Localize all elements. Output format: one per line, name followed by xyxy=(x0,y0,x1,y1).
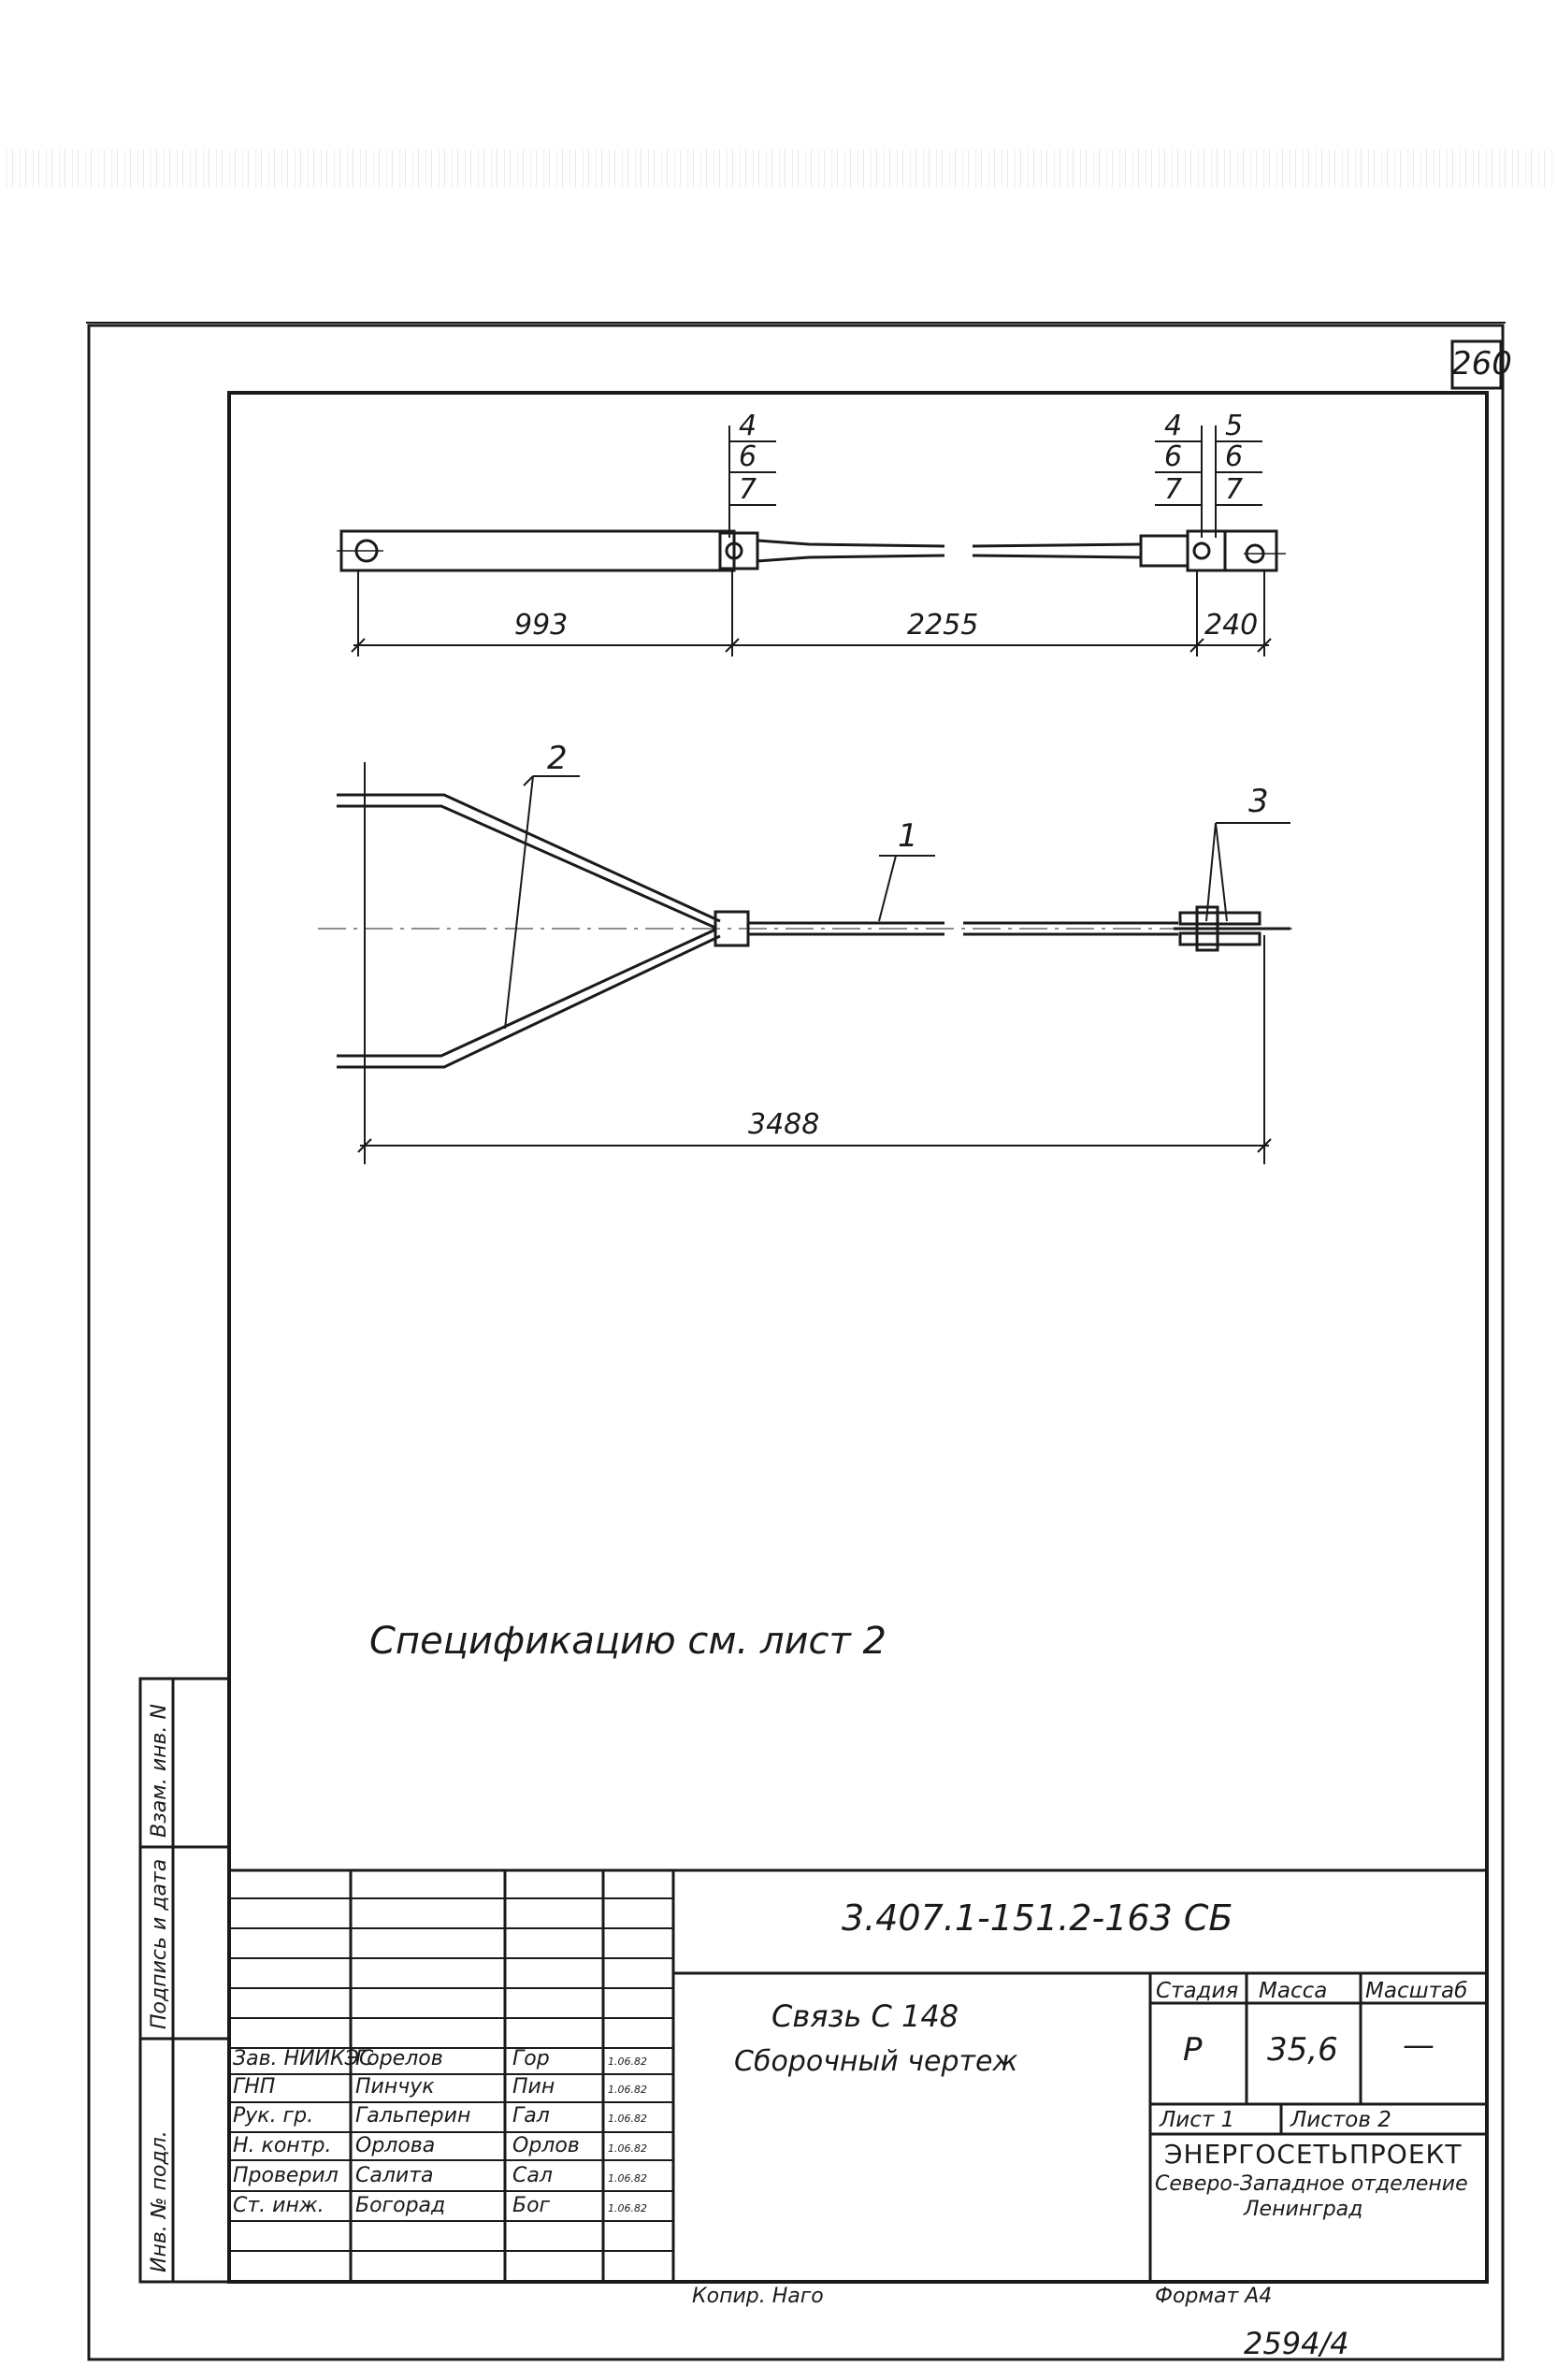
staff-role: ГНП xyxy=(233,2075,276,2099)
sheets-label: Листов 2 xyxy=(1290,2108,1391,2132)
org-city: Ленинград xyxy=(1244,2198,1363,2221)
document-code: 3.407.1-151.2-163 СБ xyxy=(842,1897,1233,1939)
item-title: Связь С 148 xyxy=(771,1998,959,2034)
staff-name: Пинчук xyxy=(355,2075,435,2099)
staff-date: 1.06.82 xyxy=(608,2142,647,2155)
position-3: 3 xyxy=(1248,783,1269,820)
stage-value: Р xyxy=(1183,2031,1203,2069)
callout-left-pos-3: 7 xyxy=(739,473,757,506)
stage-header: Стадия xyxy=(1156,1979,1239,2003)
sign-date-label: Подпись и дата xyxy=(148,1858,171,2029)
staff-name: Гальперин xyxy=(355,2104,471,2128)
dim-993: 993 xyxy=(514,609,569,642)
callout-right-a-pos-2: 6 xyxy=(1164,440,1183,473)
callout-right-b-pos-1: 5 xyxy=(1225,410,1244,442)
archive-number: 2594/4 xyxy=(1244,2326,1349,2361)
specification-note: Спецификацию см. лист 2 xyxy=(369,1620,887,1663)
staff-name: Салита xyxy=(355,2164,434,2187)
scale-header: Масштаб xyxy=(1365,1979,1468,2003)
dim-240: 240 xyxy=(1204,609,1259,642)
item-subtitle: Сборочный чертеж xyxy=(734,2045,1018,2078)
org-branch: Северо-Западное отделение xyxy=(1155,2172,1468,2196)
leaders xyxy=(505,776,1290,1029)
mass-value: 35,6 xyxy=(1267,2031,1338,2069)
plan-view xyxy=(318,762,1300,1164)
callout-right-a-pos-3: 7 xyxy=(1164,473,1183,506)
staff-name: Богорад xyxy=(355,2194,446,2217)
sheet-label: Лист 1 xyxy=(1160,2108,1235,2132)
staff-date: 1.06.82 xyxy=(608,2084,647,2096)
copied-by: Копир. Наго xyxy=(692,2285,824,2308)
staff-date: 1.06.82 xyxy=(608,2113,647,2125)
staff-role: Рук. гр. xyxy=(233,2104,314,2128)
staff-role: Ст. инж. xyxy=(233,2194,324,2217)
inv-orig-label: Инв. № подл. xyxy=(148,2130,171,2272)
callout-right-b-pos-2: 6 xyxy=(1225,440,1244,473)
position-1: 1 xyxy=(898,817,918,855)
staff-date: 1.06.82 xyxy=(608,2202,647,2214)
callout-left-pos-1: 4 xyxy=(739,410,757,442)
staff-signature: Пин xyxy=(512,2075,555,2099)
paper-format: Формат А4 xyxy=(1155,2285,1273,2308)
staff-signature: Гал xyxy=(512,2104,550,2128)
callout-right-a-pos-1: 4 xyxy=(1164,410,1183,442)
staff-role: Н. контр. xyxy=(233,2134,332,2157)
staff-role: Зав. НИИКЭС xyxy=(233,2047,374,2070)
org-name: ЭНЕРГОСЕТЬПРОЕКТ xyxy=(1164,2139,1463,2170)
staff-name: Орлова xyxy=(355,2134,436,2157)
mass-header: Масса xyxy=(1259,1979,1328,2003)
staff-signature: Сал xyxy=(512,2164,553,2187)
scale-value: — xyxy=(1403,2027,1434,2064)
top-view xyxy=(337,426,1286,656)
staff-signature: Гор xyxy=(512,2047,550,2070)
staff-signature: Орлов xyxy=(512,2134,580,2157)
dim-2255: 2255 xyxy=(907,609,979,642)
callout-left-pos-2: 6 xyxy=(739,440,757,473)
top-dimension-line xyxy=(352,570,1271,656)
staff-date: 1.06.82 xyxy=(608,2055,647,2068)
staff-role: Проверил xyxy=(233,2164,339,2187)
overall-dimension-line xyxy=(358,762,1271,1164)
staff-date: 1.06.82 xyxy=(608,2172,647,2185)
sheet-number: 260 xyxy=(1451,345,1512,382)
callout-right-b-pos-3: 7 xyxy=(1225,473,1244,506)
inv-replace-label: Взам. инв. N xyxy=(148,1704,171,1838)
position-2: 2 xyxy=(547,740,568,777)
staff-signature: Бог xyxy=(512,2194,551,2217)
staff-name: Горелов xyxy=(355,2047,443,2070)
dim-3488: 3488 xyxy=(748,1108,820,1141)
